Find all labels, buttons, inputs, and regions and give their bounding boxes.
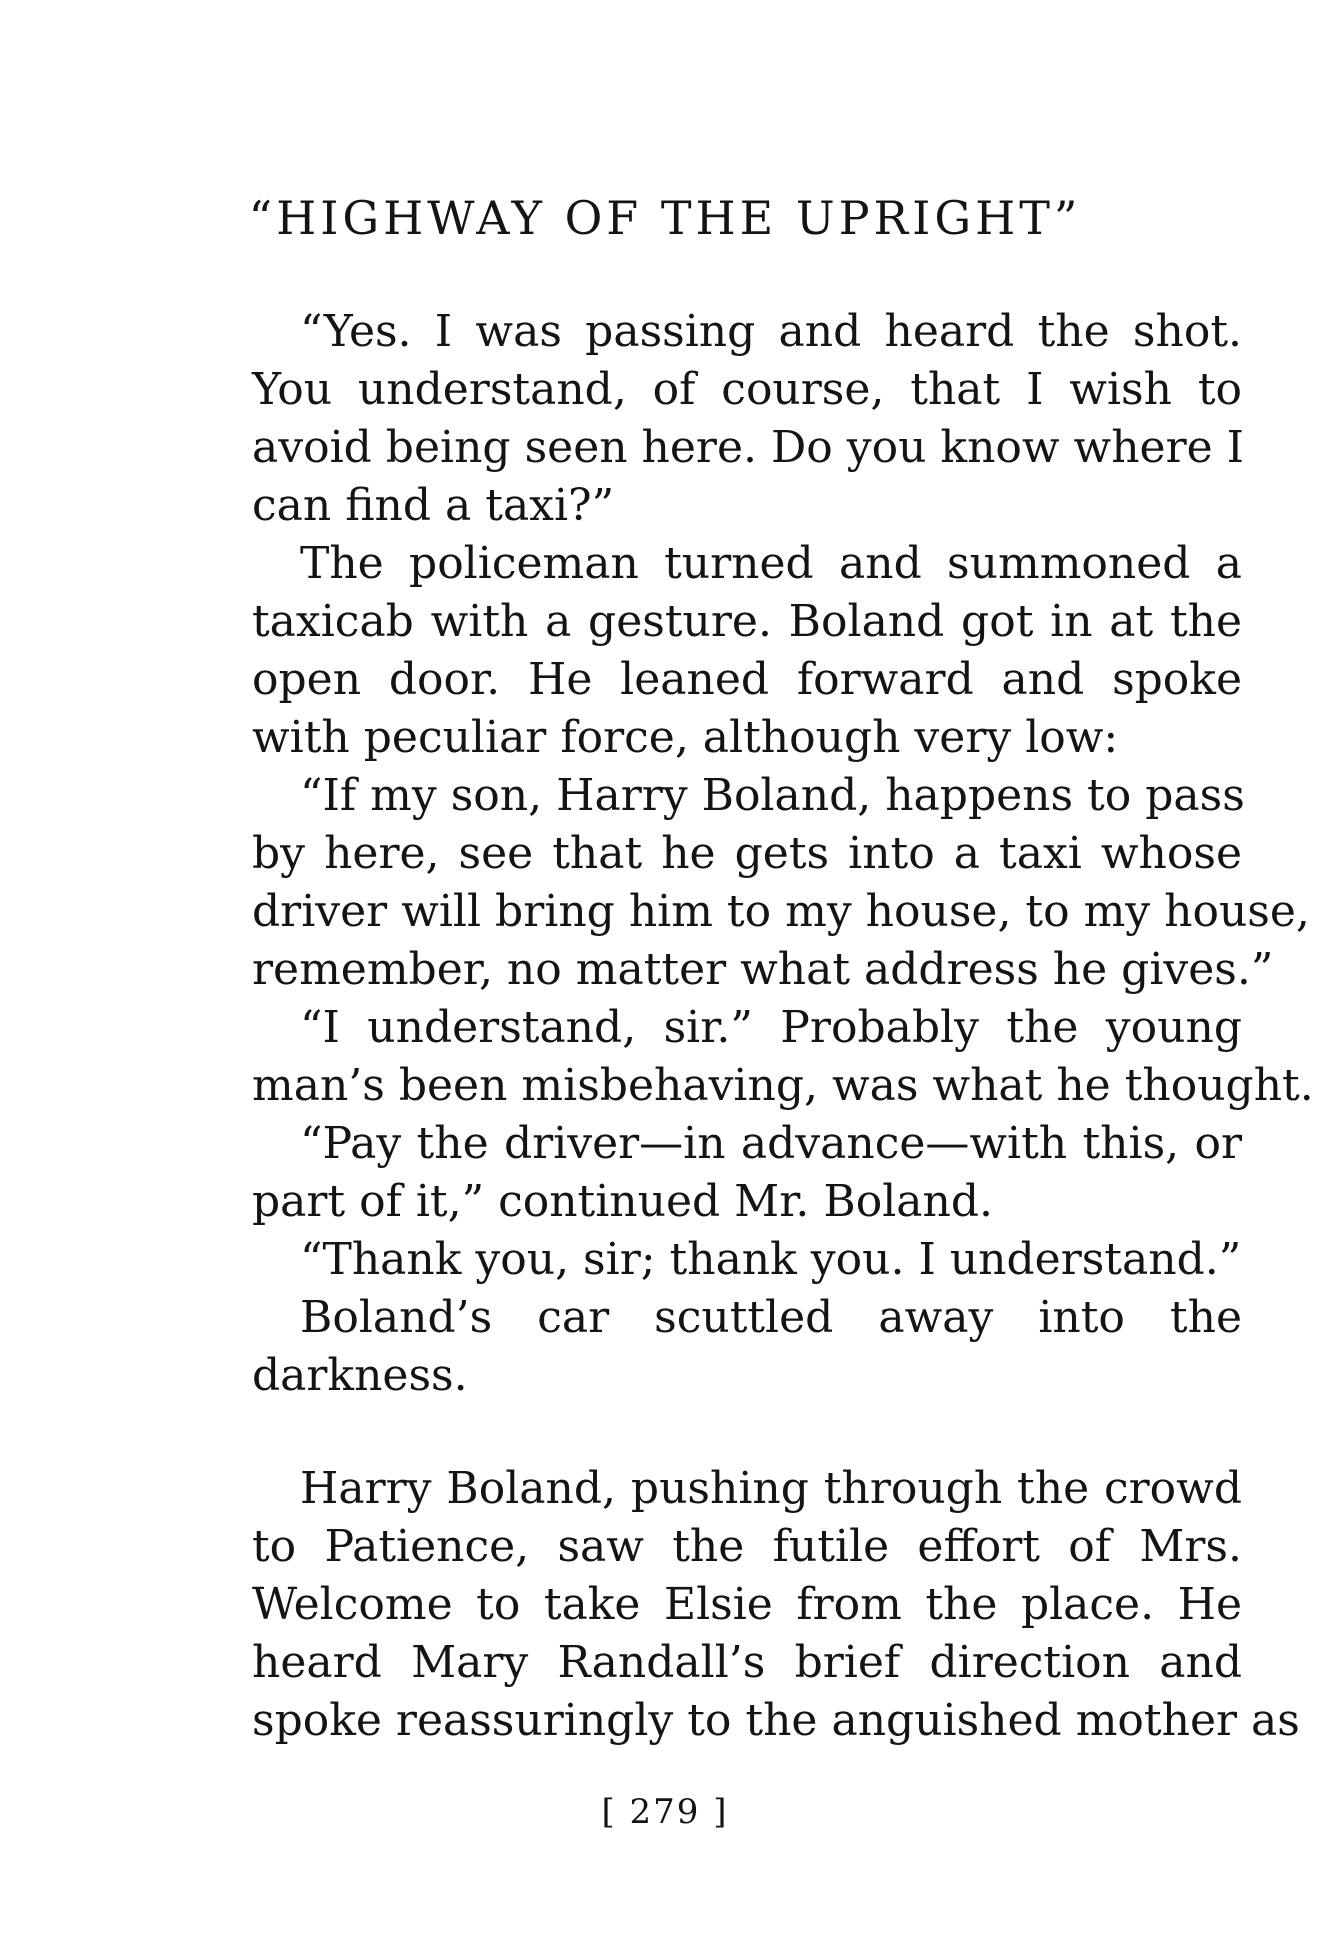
text-line: Welcome to take Elsie from the place. He bbox=[252, 1579, 1242, 1630]
text-line: darkness. bbox=[252, 1350, 468, 1401]
text-line: to Patience, saw the futile effort of Mrs. bbox=[252, 1521, 1242, 1572]
text-line: “I understand, sir.” Probably the young bbox=[300, 1002, 1242, 1053]
text-line: by here, see that he gets into a taxi whose bbox=[252, 828, 1242, 879]
text-line: remember, no matter what address he gives.” bbox=[252, 944, 1274, 995]
running-head: “HIGHWAY OF THE UPRIGHT” bbox=[248, 191, 1082, 245]
paragraph bbox=[252, 303, 1245, 535]
text-line: open door. He leaned forward and spoke bbox=[252, 654, 1242, 705]
text-line: part of it,” continued Mr. Boland. bbox=[252, 1176, 994, 1227]
text-line: The policeman turned and summoned a bbox=[300, 538, 1242, 589]
text-line: “If my son, Harry Boland, happens to pass bbox=[300, 770, 1245, 821]
paragraph bbox=[252, 767, 1310, 999]
text-line: heard Mary Randall’s brief direction and bbox=[252, 1637, 1242, 1688]
text-line: can find a taxi?” bbox=[252, 480, 615, 531]
text-line: You understand, of course, that I wish to bbox=[252, 364, 1242, 415]
text-block-before-break bbox=[252, 303, 1314, 1405]
text-line: avoid being seen here. Do you know where I bbox=[252, 422, 1245, 473]
text-line: Boland’s car scuttled away into the bbox=[300, 1292, 1242, 1343]
paragraph bbox=[252, 535, 1242, 767]
paragraph bbox=[252, 999, 1314, 1115]
text-line: “Yes. I was passing and heard the shot. bbox=[300, 306, 1242, 357]
text-line: driver will bring him to my house, to my house, bbox=[252, 886, 1310, 937]
text-line: with peculiar force, although very low: bbox=[252, 712, 1119, 763]
paragraph bbox=[252, 1460, 1300, 1750]
page-number: [ 279 ] bbox=[601, 1792, 729, 1832]
text-line: man’s been misbehaving, was what he thought. bbox=[252, 1060, 1314, 1111]
paragraph bbox=[252, 1289, 1242, 1405]
text-line: “Pay the driver—in advance—with this, or bbox=[300, 1118, 1242, 1169]
text-line: Harry Boland, pushing through the crowd bbox=[300, 1463, 1242, 1514]
text-block-after-break bbox=[252, 1460, 1300, 1750]
text-line: taxicab with a gesture. Boland got in at the bbox=[252, 596, 1242, 647]
paragraph bbox=[252, 1231, 1242, 1289]
text-line: “Thank you, sir; thank you. I understand.” bbox=[300, 1234, 1242, 1285]
text-line: spoke reassuringly to the anguished mother as bbox=[252, 1695, 1300, 1746]
paragraph bbox=[252, 1115, 1242, 1231]
